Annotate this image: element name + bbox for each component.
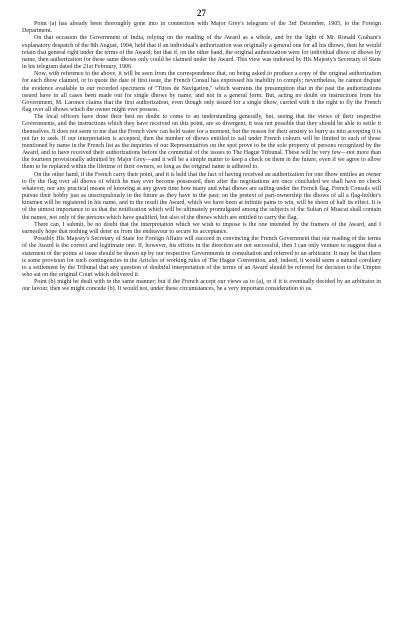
paragraph: Point (b) might be dealt with in the same manner; but if the French accept our views as to (a), or if it is eventually decided by an arbitrator in our favour, then we might concede (b). It would not, under these circumstances, be a very important consideration to us. xyxy=(22,279,381,293)
paragraph: Point (a) has already been thoroughly gone into in connection with Major Grey's telegram of the 3rd December, 1905, to the Foreign Department. xyxy=(22,21,381,35)
paragraph: Possibly His Majesty's Secretary of State for Foreign Affairs will succeed in convincing the French Government that our reading of the terms of the Award is the correct and legitimate one. If, however, his efforts in the direction are not successful, then I can only venture to suggest that a statement of the points at issue should be drawn up by our respective Governments in consultation and referred to an arbitrator. It may be that there is some provision for such contingencies in the Articles of working rules of The Hague Convention, and, indeed, it would seem a natural corollary to a settlement by the Tribunal that any question of doubtful interpretation of the terms of an Award should be referred for decision to the Umpire who sat on the original Court which delivered it. xyxy=(22,236,381,279)
page-number: 27 xyxy=(197,8,206,18)
paragraph: On that occasion the Government of India, relying on the reading of the Award as a whole, and by the light of Mr. Ronald Graham's explanatory despatch of the 8th August, 1904, held that if an individual's authorization was originally a general one for all his dhows, then he would retain that general right under the terms of the Award; but that if, on the other hand, the original authorization were for individual dhow or dhows by name, then authorization for these same dhows only could be claimed under the Award. This view was indorsed by His Majesty's Secretary of State in his telegram dated the 21st February, 1906. xyxy=(22,35,381,71)
paragraph: There can, I submit, be no doubt that the interpretation which we wish to impose is the one intended by the framers of the Award, and I earnestly hope that nothing will deter us from the endeavour to secure its acceptance. xyxy=(22,221,381,235)
paragraph: Now, with reference to the above, it will be seen from the correspondence that, on being asked to produce a copy of the original authorization for each dhow claimed, or to quote the date of first issue, the French Consul has expressed his inability to comply; nevertheless, he cannot dispute the evidence available in our recorded specimens of "Titres de Navigation," which warrants the presumption that in the past the authorizations issued have in all cases been made out for single dhows by name, and not in a general form. But, acting no doubt on instructions from his Government, M. Laronce claims that the first authorization, even though only issued for a single dhow, carried with it the right to fly the French flag over all dhows which the owner might ever possess. xyxy=(22,71,381,114)
paragraph: On the other hand, if the French carry their point, and it is held that the fact of having received an authorization for one dhow entitles an owner to fly the flag over all dhows of which he may ever become possessed, then after the negotiations are once concluded we shall have no check whatever, nor any practical means of knowing at any given time how many and what dhows are sailing under the French flag. French Consuls will pursue their hobby just as unscrupulously in the future as they have in the past; on the pretext of part-ownership the dhows of all a flag-holder's kinsmen will be registered in his name, and in the result the Award, which we have been at infinite pains to win, will be shorn of half its effect. It is of the utmost importance to us that the notification which will be ultimately promulgated among the subjects of the Sultan of Muscat shall contain the names, not only of the persons which have qualified, but also of the dhows which are entitled to carry the flag. xyxy=(22,171,381,221)
paragraph: The local officers have done their best no doubt to come to an understanding generally, but, seeing that the views of their respective Governments, and the instructions which they have received on this point, are so divergent, it was not possible that they should be able to settle it themselves. It does not seem to me that the French view can hold water for a moment, but the reason for their anxiety to hurry us into accepting it is not far to seek. If our interpretation is accepted, then the number of dhows entitled to sail under French colours will be limited to such of those mentioned by name in the French list as the inquiries of our Representatives on the spot prove to be the sole property of persons recognized by the Award, and to have received their authorizations before the committal of the issues to The Hague Tribunal. These will be very few—not more than the fourteen provisionally admitted by Major Grey—and it will be a simple matter to keep a check on them in the future, even if we agree to allow them to be replaced within the lifetime of their owners, so long as the original name is adhered to. xyxy=(22,114,381,171)
